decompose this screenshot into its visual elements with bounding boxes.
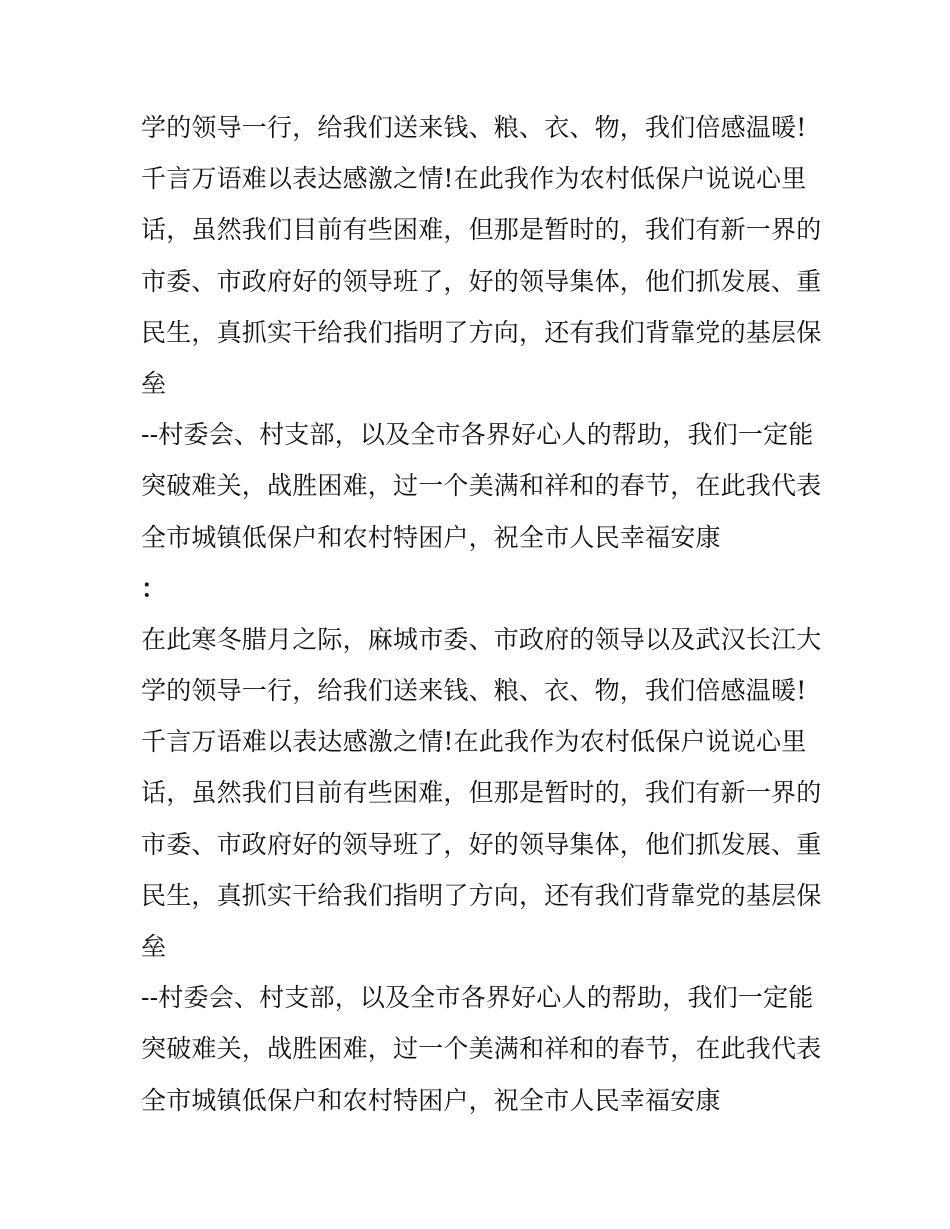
text-line: 全市城镇低保户和农村特困户，祝全市人民幸福安康 [141, 522, 721, 552]
text-line: 话，虽然我们目前有些困难，但那是暂时的，我们有新一界的 [141, 215, 822, 245]
text-line: 民生，真抓实干给我们指明了方向，还有我们背靠党的基层保 [141, 880, 822, 910]
document-body [141, 102, 831, 1126]
text-line: 突破难关，战胜困难，过一个美满和祥和的春节，在此我代表 [141, 471, 822, 501]
text-line: 千言万语难以表达感激之情!在此我作为农村低保户说说心里 [141, 727, 807, 757]
text-line: 话，虽然我们目前有些困难，但那是暂时的，我们有新一界的 [141, 778, 822, 808]
text-line: 全市城镇低保户和农村特困户，祝全市人民幸福安康 [141, 1085, 721, 1115]
text-line: --村委会、村支部，以及全市各界好心人的帮助，我们一定能 [141, 420, 814, 450]
text-line: 垒 [141, 368, 167, 398]
text-line: 突破难关，战胜困难，过一个美满和祥和的春节，在此我代表 [141, 1034, 822, 1064]
text-line: 学的领导一行，给我们送来钱、粮、衣、物，我们倍感温暖! [141, 113, 807, 142]
text-line: 垒 [141, 932, 167, 961]
text-line: 学的领导一行，给我们送来钱、粮、衣、物，我们倍感温暖! [141, 676, 807, 706]
text-line: --村委会、村支部，以及全市各界好心人的帮助，我们一定能 [141, 983, 814, 1013]
text-line: 在此寒冬腊月之际，麻城市委、市政府的领导以及武汉长江大 [141, 624, 822, 654]
text-line: 市委、市政府好的领导班了，好的领导集体，他们抓发展、重 [141, 266, 822, 296]
text-line: 民生，真抓实干给我们指明了方向，还有我们背靠党的基层保 [141, 317, 822, 347]
text-line: 市委、市政府好的领导班了，好的领导集体，他们抓发展、重 [141, 829, 822, 859]
text-line: ： [141, 573, 167, 603]
text-line: 千言万语难以表达感激之情!在此我作为农村低保户说说心里 [141, 164, 807, 194]
